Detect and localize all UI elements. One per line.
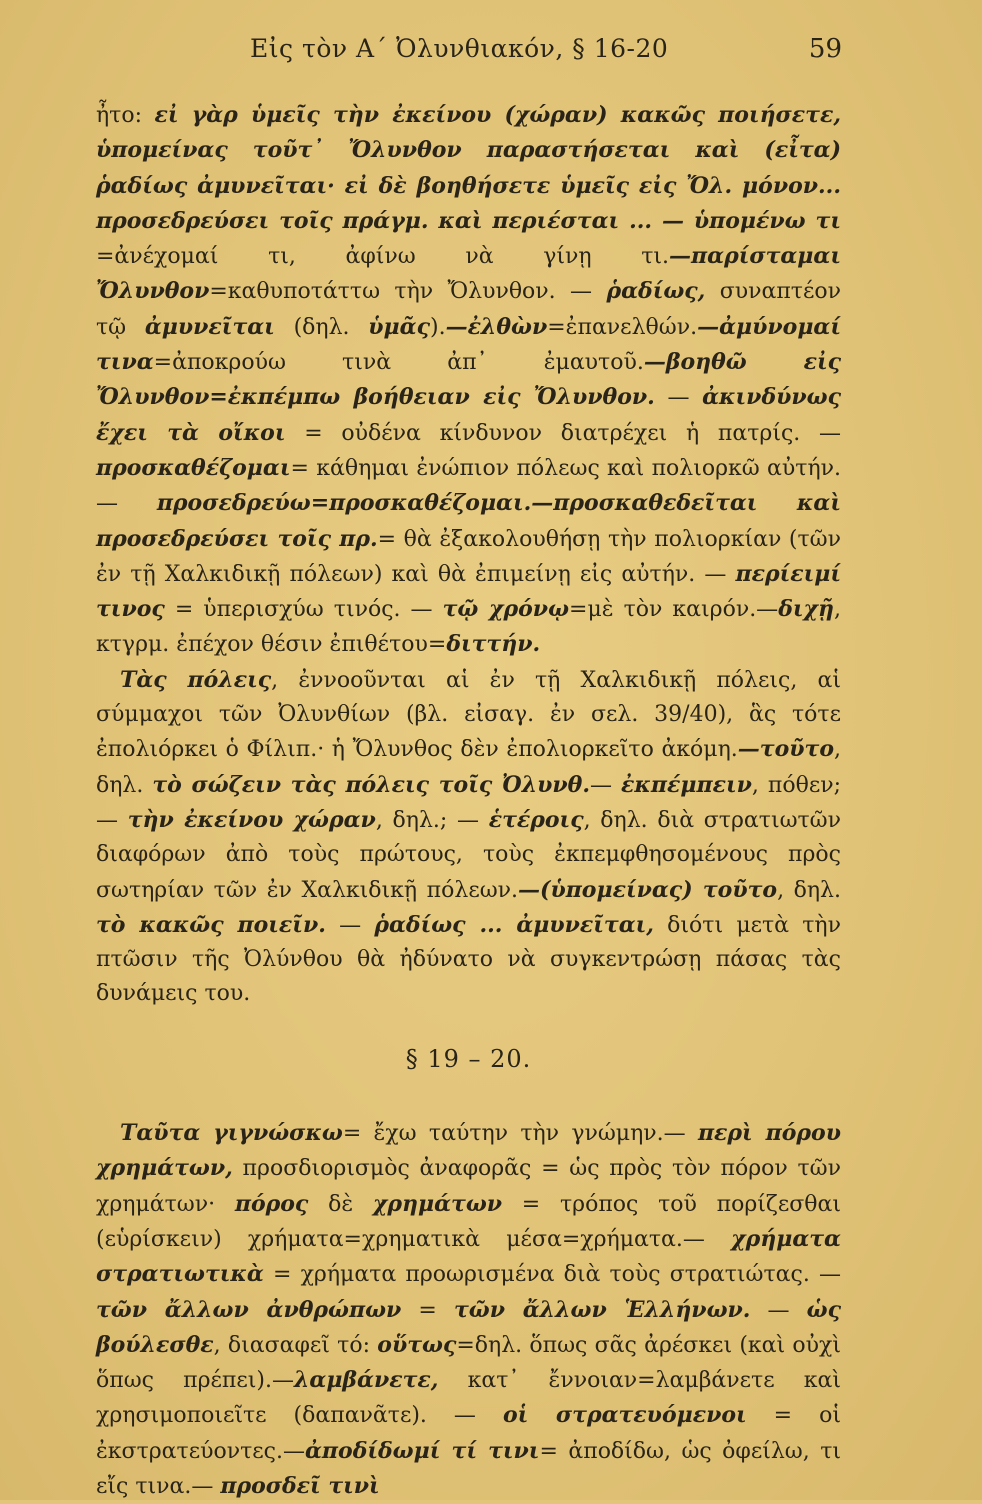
gloss-text: = ἀποδίδω, ὡς ὀφείλω, τι εἴς τινα.— <box>96 1438 841 1499</box>
gloss-text: = <box>401 1297 454 1323</box>
gloss-text: , δηλ.; — <box>375 807 489 833</box>
lemma: χρημάτων <box>372 1190 503 1217</box>
gloss-text: , ἐννοοῦνται αἱ ἐν τῇ Χαλκιδικῇ πόλεις, αἱ σύμμαχοι τῶν Ὀλυνθίων (βλ. εἰσαγ. ἐν σελ. 39/40), ἃς τότε ἐπολιόρκει ὁ Φίλιπ.· ἡ Ὄλυνθος δὲν ἐπολιορκεῖτο ἀκόμη. <box>96 667 841 763</box>
gloss-text: =ἐπανελθών. <box>547 314 698 340</box>
paragraph <box>96 1116 841 1504</box>
lemma: περίειμί τινος <box>96 560 841 623</box>
lemma: οἱ στρατευόμενοι <box>502 1402 747 1429</box>
header-title: Εἰς τὸν Α΄ Ὀλυνθιακόν, § 16-20 <box>250 34 669 63</box>
gloss-text: = τρόπος τοῦ πορίζεσθαι (εὑρίσκειν) χρήματα=χρηματικὰ μέσα=χρήματα.— <box>96 1191 841 1252</box>
lemma: ἐκπέμπειν <box>621 771 752 798</box>
lemma: —ἐλθὼν <box>445 313 548 340</box>
gloss-text: συναπτέον τῷ <box>96 279 841 340</box>
lemma: τὴν ἐκείνου χώραν <box>127 806 376 833</box>
gloss-text: ἦτο: <box>96 103 155 128</box>
lemma: —βοηθῶ εἰς Ὄλυνθον=ἐκπέμπω βοήθειαν εἰς Ὄλυνθον. <box>96 349 841 411</box>
lemma: τῷ χρόνῳ <box>442 596 570 623</box>
lemma: ἀμυνεῖται <box>144 313 275 340</box>
lemma: εἰ γὰρ ὑμεῖς τὴν ἐκείνου (χώραν) κακῶς ποιήσετε, ὑπομείνας τοῦτ᾿ Ὄλυνθον παραστήσεται καὶ (εἶτα) ῥαδίως ἀμυνεῖται· εἰ δὲ βοηθήσετε ὑμεῖς εἰς Ὄλ. μόνον... προσεδρεύσει τοῖς πράγμ. καὶ περιέσται ... — ὑπομένω τι <box>96 102 841 234</box>
gloss-text: , δηλ. <box>96 737 841 798</box>
gloss-text: =ἀποκρούω τινὰ ἀπ᾿ ἐμαυτοῦ. <box>153 350 644 376</box>
gloss-text: =καθυποτάττω τὴν Ὄλυνθον. — <box>209 279 607 305</box>
lemma: —παρίσταμαι Ὄλυνθον <box>96 243 841 305</box>
gloss-text: — <box>750 1297 807 1323</box>
gloss-text: , κτγρμ. ἐπέχον θέσιν ἐπιθέτου= <box>96 597 841 658</box>
gloss-text: = ἔχω ταύτην τὴν γνώμην.— <box>342 1121 698 1147</box>
commentary-text <box>96 98 841 1504</box>
gloss-text: = κάθημαι ἐνώπιον πόλεως καὶ πολιορκῶ αὐτήν.— <box>96 455 841 517</box>
lemma: —τοῦτο <box>737 736 834 763</box>
paragraph <box>96 663 841 1012</box>
lemma: πόρος <box>234 1190 309 1217</box>
lemma: περὶ πόρου χρημάτων, <box>96 1120 841 1182</box>
lemma: οὕτως <box>377 1331 457 1358</box>
gloss-text: = χρήματα προωρισμένα διὰ τοὺς στρατιώτας. — <box>263 1262 841 1288</box>
gloss-text: προσδιορισμὸς ἀναφορᾶς = ὡς πρὸς τὸν πόρον τῶν χρημάτων· <box>96 1156 841 1217</box>
gloss-text: =δηλ. ὅπως σᾶς ἀρέσκει (καὶ οὐχὶ ὅπως πρέπει).— <box>96 1332 841 1394</box>
lemma: ῥαδίως ... ἀμυνεῖται, <box>374 911 654 938</box>
lemma: προσεδρεύω=προσκαθέζομαι.—προσκαθεδεῖται καὶ προσεδρεύσει τοῖς πρ. <box>96 490 841 552</box>
lemma: ὑμᾶς <box>368 313 430 340</box>
gloss-text: , πόθεν; — <box>96 772 841 833</box>
lemma: ῥαδίως, <box>606 278 706 305</box>
lemma: χρήματα στρατιωτικὰ <box>96 1225 841 1288</box>
lemma: προσδεῖ τινὶ <box>220 1472 380 1499</box>
lemma: —ἀμύνομαί τινα <box>96 313 841 376</box>
paragraph <box>96 98 841 663</box>
gloss-text: , διασαφεῖ τό: <box>213 1332 378 1358</box>
lemma: τὸ σώζειν τὰς πόλεις τοῖς Ὀλυνθ. <box>152 771 591 798</box>
gloss-text: (δηλ. <box>274 314 369 340</box>
gloss-text: κατ᾿ ἔννοιαν=λαμβάνετε καὶ χρησιμοποιεῖτε (δαπανᾶτε). — <box>96 1368 842 1429</box>
gloss-text: — <box>325 912 375 938</box>
gloss-text: =ἀνέχομαί τι, ἀφίνω νὰ γίνῃ τι. <box>96 244 670 270</box>
lemma: ἑτέροις <box>488 806 584 833</box>
gloss-text: = ὑπερισχύω τινός. — <box>164 597 443 623</box>
lemma: ὡς βούλεσθε <box>96 1296 841 1358</box>
lemma: ἀποδίδωμί τί τινι <box>304 1437 540 1464</box>
gloss-text: δὲ <box>308 1191 373 1217</box>
section-heading: § 19 – 20. <box>405 1044 532 1073</box>
lemma: διττήν. <box>446 631 541 658</box>
gloss-text: =μὲ τὸν καιρόν.— <box>569 597 779 623</box>
gloss-text: — <box>590 772 622 798</box>
gloss-text: = θὰ ἐξακολουθήσῃ τὴν πολιορκίαν (τῶν ἐν τῇ Χαλκιδικῇ πόλεων) καὶ θὰ ἐπιμείνῃ εἰς αὐτήν. — <box>96 526 841 587</box>
lemma: προσκαθέζομαι <box>96 454 291 481</box>
gloss-text: διότι μετὰ τὴν πτῶσιν τῆς Ὀλύνθου θὰ ἠδύνατο νὰ συγκεντρώσῃ πάσας τὰς δυνάμεις του. <box>96 912 841 1007</box>
gloss-text: = οἱ ἐκστρατεύοντες.— <box>96 1403 841 1464</box>
gloss-text: , δηλ. <box>777 877 841 903</box>
lemma: Ταῦτα γιγνώσκω <box>120 1120 343 1147</box>
lemma: ἀκινδύνως ἔχει τὰ οἴκοι <box>96 384 841 446</box>
gloss-text: = οὐδένα κίνδυνον διατρέχει ἡ πατρίς. — <box>285 420 841 446</box>
gloss-text: ). <box>429 314 446 340</box>
gloss-text: , δηλ. διὰ στρατιωτῶν διαφόρων ἀπὸ τοὺς πρώτους, τοὺς ἐκπεμφθησομένους πρὸς σωτηρίαν τῶν ἐν Χαλκιδικῇ πόλεων. <box>96 807 841 903</box>
lemma: Τὰς πόλεις <box>120 666 272 693</box>
lemma: διχῇ <box>778 596 834 623</box>
lemma: —(ὑπομείνας) τοῦτο <box>518 876 778 903</box>
running-header <box>90 34 842 74</box>
lemma: τῶν ἄλλων Ἑλλήνων. <box>453 1296 751 1323</box>
lemma: τὸ κακῶς ποιεῖν. <box>96 911 326 938</box>
lemma: λαμβάνετε, <box>293 1367 439 1394</box>
lemma: τῶν ἄλλων ἀνθρώπων <box>96 1296 402 1323</box>
gloss-text: — <box>654 385 703 411</box>
page-number: 59 <box>808 34 842 64</box>
